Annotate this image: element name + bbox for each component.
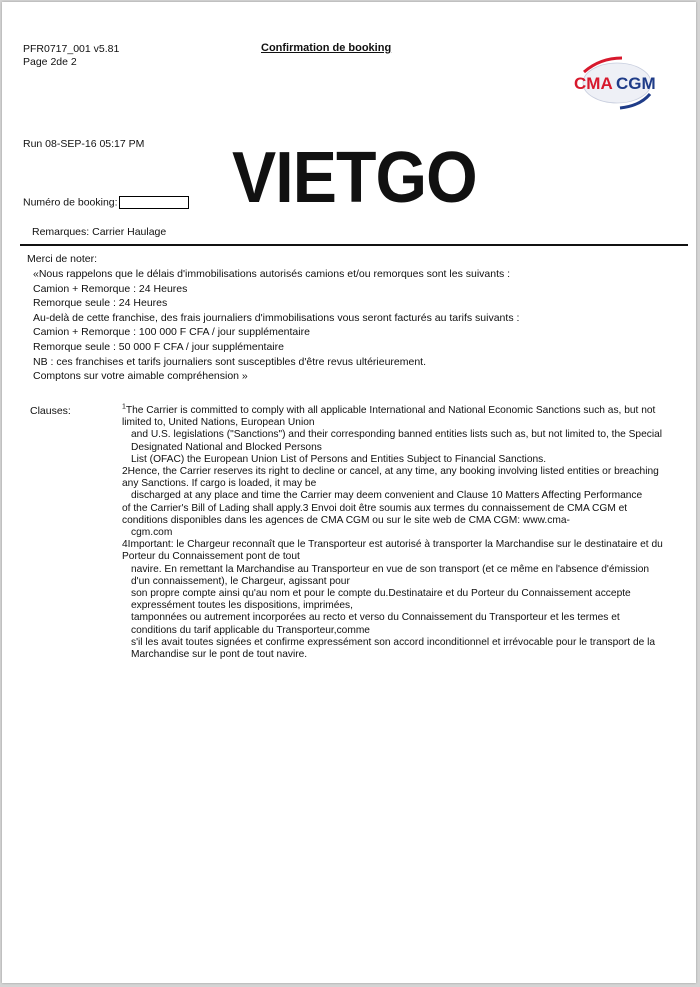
- note-line: Comptons sur votre aimable compréhension »: [33, 370, 248, 383]
- clause-line: s'il les avait toutes signées et confirme expressément son accord inconditionnel et irrévocable pour le transport de la Marchandise sur le pont de tout navire.: [131, 636, 656, 661]
- clause-line: [122, 405, 667, 429]
- watermark: VIETGO: [232, 138, 477, 218]
- clause-line: son propre compte ainsi qu'au nom et pour le compte du.Destinataire et du Porteur du Connaissement accepte expressément toutes les dispositions, imprimées,: [131, 588, 631, 612]
- clauses-block: [122, 405, 667, 661]
- note-line: Camion + Remorque : 100 000 F CFA / jour supplémentaire: [33, 326, 310, 339]
- cma-cgm-logo: [570, 54, 660, 112]
- notes-heading: Merci de noter:: [27, 253, 98, 265]
- clause-line: tamponnées ou autrement incorporées au recto et verso du Connaissement du Transporteur et les termes et conditions du tarif applicable du Transporteur,comme: [131, 612, 620, 636]
- note-line: Remorque seule : 24 Heures: [33, 297, 168, 310]
- logo-cgm: CGM: [616, 74, 656, 93]
- clause-line: and U.S. legislations ("Sanctions") and their corresponding banned entities lists such as, but not limited to, the Special Designated National and Blocked Persons: [131, 429, 663, 453]
- document-page: [2, 2, 696, 983]
- clause-line: 4Important: le Chargeur reconnaît que le Transporteur est autorisé à transporter la Marchandise sur le destinataire et du Porteur du Connaissement pont de tout: [122, 539, 663, 563]
- booking-number-row: [23, 196, 189, 209]
- clause-text: The Carrier is committed to comply with all applicable International and National Economic Sanctions such as, but not limited to, United Nations, European Union: [122, 405, 656, 429]
- page-number: Page 2de 2: [23, 56, 77, 68]
- note-line: «Nous rappelons que le délais d'immobilisations autorisés camions et/ou remorques sont les suivants :: [33, 268, 511, 280]
- remarks: Remarques: Carrier Haulage: [32, 226, 167, 238]
- booking-label: Numéro de booking:: [23, 196, 118, 209]
- doc-code: PFR0717_001 v5.81: [23, 43, 120, 55]
- divider: [20, 244, 688, 246]
- note-line: NB : ces franchises et tarifs journaliers sont susceptibles d'être revus ultérieurement.: [33, 355, 427, 368]
- clause-line: cgm.com: [131, 527, 173, 539]
- clause-superscript: 1: [122, 403, 126, 411]
- note-line: Remorque seule : 50 000 F CFA / jour supplémentaire: [33, 340, 284, 353]
- note-line: Camion + Remorque : 24 Heures: [33, 282, 188, 295]
- run-timestamp: Run 08-SEP-16 05:17 PM: [23, 138, 145, 150]
- clause-line: discharged at any place and time the Carrier may deem convenient and Clause 10 Matters Affecting Performance: [131, 490, 643, 502]
- logo-cma: CMA: [574, 74, 613, 93]
- clause-line: 2Hence, the Carrier reserves its right to decline or cancel, at any time, any booking involving listed entities or breaching any Sanctions. If cargo is loaded, it may be: [122, 466, 659, 490]
- page-title: Confirmation de booking: [261, 42, 392, 54]
- clause-line: navire. En remettant la Marchandise au Transporteur en vue de son transport (et ce même en l'absence d'émission d'un connaissement), le Chargeur, agissant pour: [131, 563, 650, 587]
- booking-number-field: [119, 196, 189, 209]
- note-line: Au-delà de cette franchise, des frais journaliers d'immobilisations vous seront facturés au tarifs suivants :: [33, 311, 520, 324]
- clause-line: of the Carrier's Bill of Lading shall apply.3 Envoi doit être soumis aux termes du connaissement de CMA CGM et conditions disponibles dans les agences de CMA CGM ou sur le site web de CMA CGM: www.cma-: [122, 502, 628, 526]
- clause-line: List (OFAC) the European Union List of Persons and Entities Subject to Financial Sanctions.: [131, 453, 547, 465]
- clauses-label: Clauses:: [30, 405, 71, 417]
- notes-block: [33, 267, 519, 384]
